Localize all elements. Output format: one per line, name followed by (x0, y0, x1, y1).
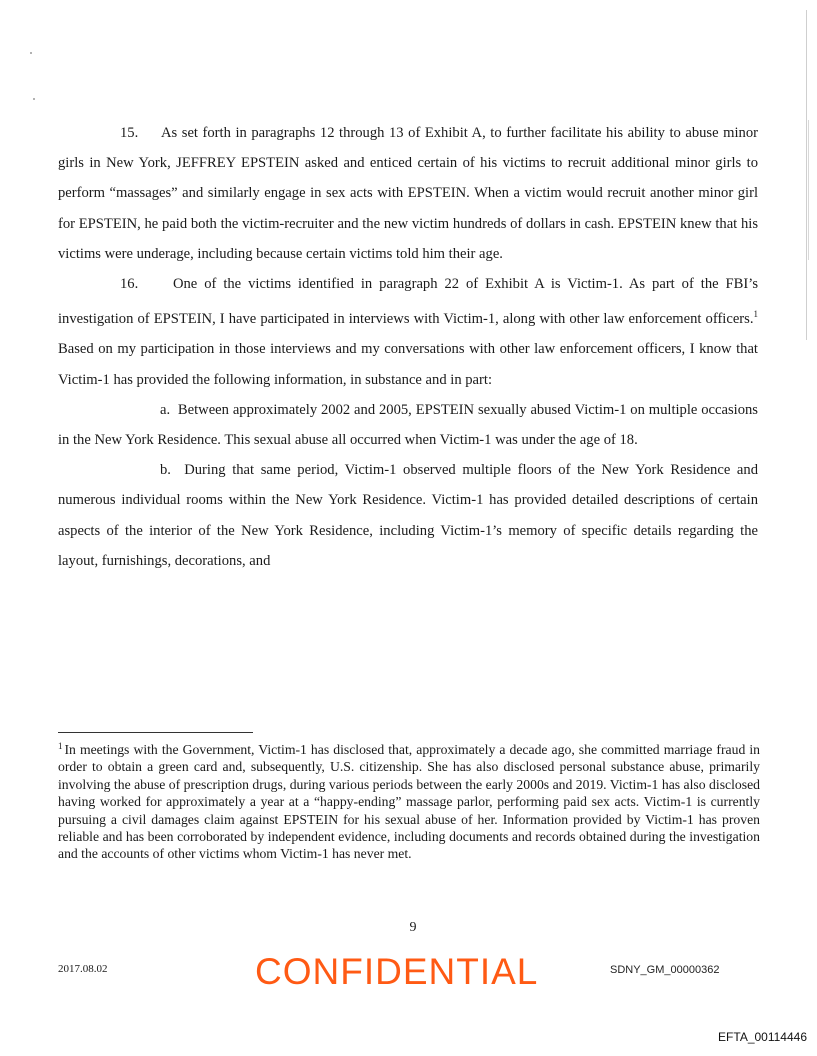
paragraph-text: As set forth in paragraphs 12 through 13 of Exhibit A, to further facilitate his ability to abuse minor girls in New York, JEFFREY EPSTEIN asked and enticed certain of his victims to recruit additional minor girls to perform “massages” and similarly engage in sex acts with EPSTEIN. When a victim would recruit another minor girl for EPSTEIN, he paid both the victim-recruiter and the new victim hundreds of dollars in cash. EPSTEIN knew that his victims were underage, including because certain victims told him their age. (58, 125, 758, 262)
scan-speck (33, 98, 35, 100)
footnote-text: In meetings with the Government, Victim-1 has disclosed that, approximately a decade ago, she committed marriage fraud in order to obtain a green card and, subsequently, U.S. citizenship. She has also disclosed personal substance abuse, primarily involving the abuse of prescription drugs, during various periods between the early 2000s and 2019. Victim-1 has also disclosed having worked for approximately a year at a “happy-ending” massage parlor, performing paid sex acts. Victim-1 is currently pursuing a civil damages claim against EPSTEIN for his sexual abuse of her. Information provided by Victim-1 has proven reliable and has been corroborated by independent evidence, including documents and records obtained during the investigation and the accounts of other victims whom Victim-1 has never met. (58, 742, 760, 862)
footnote (58, 738, 760, 863)
paragraph-number: 15. (120, 125, 139, 141)
footnote-divider (58, 732, 253, 733)
subparagraph-letter: a. (160, 401, 171, 418)
paragraph-16 (58, 269, 758, 395)
subparagraph-b (58, 455, 758, 576)
subparagraph-letter: b. (160, 462, 171, 479)
paragraph-text: One of the victims identified in paragraph 22 of Exhibit A is Victim-1. As part of the FBI’s investigation of EPSTEIN, I have participated in interviews with Victim-1, along with other law enforcement officers. (58, 276, 758, 328)
footnote-reference: 1 (753, 309, 758, 320)
efta-number: EFTA_00114446 (718, 1030, 807, 1044)
scan-speck (30, 52, 32, 54)
body-text (58, 118, 758, 576)
scan-edge-line (806, 10, 807, 340)
subparagraph-text: During that same period, Victim-1 observed multiple floors of the New York Residence and numerous individual rooms within the New York Residence. Victim-1 has provided detailed descriptions of certain aspects of the interior of the New York Residence, including Victim-1’s memory of specific details regarding the layout, furnishings, decorations, and (58, 462, 758, 569)
page-number: 9 (409, 920, 417, 935)
scan-edge-line (808, 120, 809, 260)
paragraph-text: Based on my participation in those interviews and my conversations with other law enforcement officers, I know that Victim-1 has provided the following information, in substance and in part: (58, 341, 758, 388)
document-date: 2017.08.02 (58, 963, 108, 975)
subparagraph-a (58, 395, 758, 455)
subparagraph-text: Between approximately 2002 and 2005, EPSTEIN sexually abused Victim-1 on multiple occasions in the New York Residence. This sexual abuse all occurred when Victim-1 was under the age of 18. (58, 401, 758, 449)
footnote-marker: 1 (58, 741, 63, 751)
bates-number: SDNY_GM_00000362 (610, 964, 720, 976)
paragraph-15 (58, 118, 758, 269)
confidential-stamp: CONFIDENTIAL (255, 951, 539, 992)
paragraph-number: 16. (120, 276, 139, 293)
